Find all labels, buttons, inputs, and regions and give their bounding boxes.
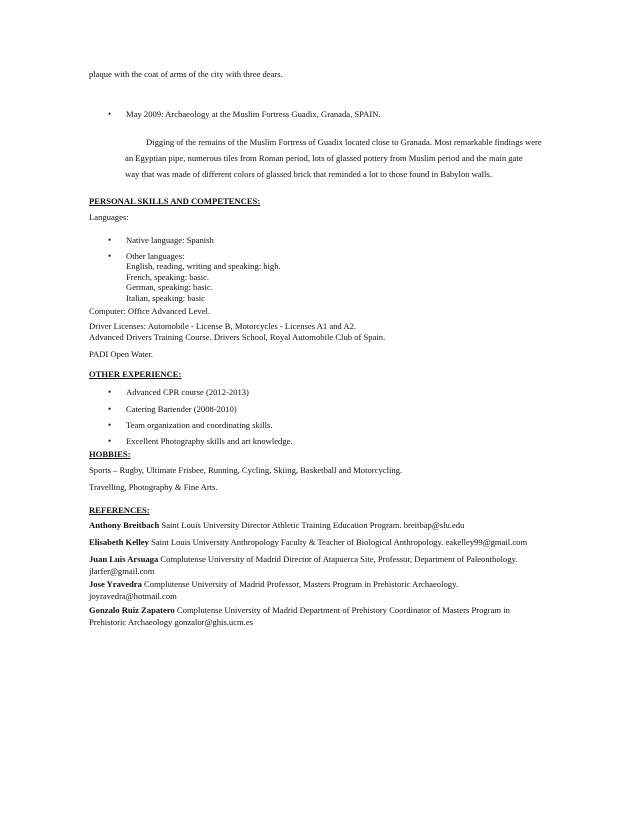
excavation-line-3: way that was made of different colors of glassed brick that reminded a lot to those found in Babylon walls. [125, 169, 492, 179]
experience-item-text: Excellent Photography skills and art knowledge. [126, 436, 293, 446]
skills-heading: PERSONAL SKILLS AND COMPETENCES: [89, 196, 261, 206]
reference-name: Elisabeth Kelley [89, 537, 149, 547]
hobbies-arts: Travelling, Photography & Fine Arts. [89, 482, 218, 492]
driver-licenses: Driver Licenses: Automobile - License B, Motorcycles - Licenses A1 and A2. [89, 321, 357, 331]
other-languages-line: Other languages: [126, 251, 185, 261]
hobbies-heading: HOBBIES: [89, 449, 131, 459]
bullet-icon: • [108, 420, 112, 430]
bullet-icon: • [108, 436, 112, 446]
native-language-text: Native language: Spanish [126, 235, 214, 245]
reference-entry [89, 554, 559, 577]
experience-item-text: Team organization and coordinating skills. [126, 420, 273, 430]
other-languages-text [126, 251, 566, 303]
experience-item-text: Catering Bartender (2008-2010) [126, 404, 237, 414]
drivers-course: Advanced Drivers Training Course. Drivers School, Royal Automobile Club of Spain. [89, 332, 386, 342]
other-languages-line: Italian, speaking: basic [126, 292, 205, 303]
experience-item-text: Advanced CPR course (2012-2013) [126, 387, 249, 397]
reference-entry [89, 579, 559, 602]
other-languages-line: English, reading, writing and speaking: high. [126, 261, 281, 272]
bullet-icon: • [108, 387, 112, 397]
references-heading: REFERENCES: [89, 505, 150, 515]
other-languages-line: French, speaking: basic. [126, 271, 210, 282]
reference-name: Anthony Breitbach [89, 520, 160, 530]
excavation-line-2: an Egyptian pipe, numerous tiles from Roman period, lots of glassed pottery from Muslim period and the main gate [125, 153, 523, 163]
reference-details: Complutense University of Madrid Professor, Masters Program in Prehistoric Archaeology. [141, 579, 458, 589]
reference-contact: joyravedra@hotmail.com [89, 590, 177, 601]
reference-contact: Prehistoric Archaeology gonzalor@ghis.ucm.es [89, 616, 253, 627]
reference-entry [89, 537, 559, 549]
bullet-icon: • [108, 109, 112, 119]
languages-label: Languages: [89, 212, 129, 222]
bullet-icon: • [108, 251, 112, 261]
hobbies-sports: Sports – Rugby, Ultimate Frisbee, Running, Cycling, Skiing, Basketball and Motorcycling. [89, 465, 403, 475]
reference-contact: jlarfer@gmail.com [89, 565, 155, 576]
padi: PADI Open Water. [89, 349, 153, 359]
computer-skills: Computer: Office Advanced Level. [89, 306, 211, 316]
reference-details: Complutense University of Madrid Director of Atapuerca Site, Professor, Department of Paleonthology. [158, 554, 518, 564]
other-experience-heading: OTHER EXPERIENCE: [89, 369, 182, 379]
other-languages-line: German, speaking: basic. [126, 282, 213, 293]
reference-name: Jose Yravedra [89, 579, 142, 589]
reference-details: Saint Louis University Anthropology Faculty & Teacher of Biological Anthropology. eakelley99@gmail.com [148, 537, 528, 547]
excavation-bullet-text: May 2009: Archaeology at the Muslim Fortress Guadix, Granada, SPAIN. [126, 109, 381, 119]
reference-details: Complutense University of Madrid Department of Prehistory Coordinator of Masters Program in [174, 605, 510, 615]
plaque-line: plaque with the coat of arms of the city with three dears. [89, 69, 283, 79]
excavation-paragraph [125, 134, 555, 182]
bullet-icon: • [108, 404, 112, 414]
bullet-icon: • [108, 235, 112, 245]
reference-entry [89, 520, 559, 532]
reference-entry [89, 605, 559, 628]
reference-details: Saint Louis University Director Athletic Training Education Program. breitbap@slu.edu [159, 520, 465, 530]
reference-name: Juan Luis Arsuaga [89, 554, 159, 564]
excavation-line-1: Digging of the remains of the Muslim Fortress of Guadix located close to Granada. Most remarkable findings were [146, 137, 542, 147]
reference-name: Gonzalo Ruiz Zapatero [89, 605, 175, 615]
